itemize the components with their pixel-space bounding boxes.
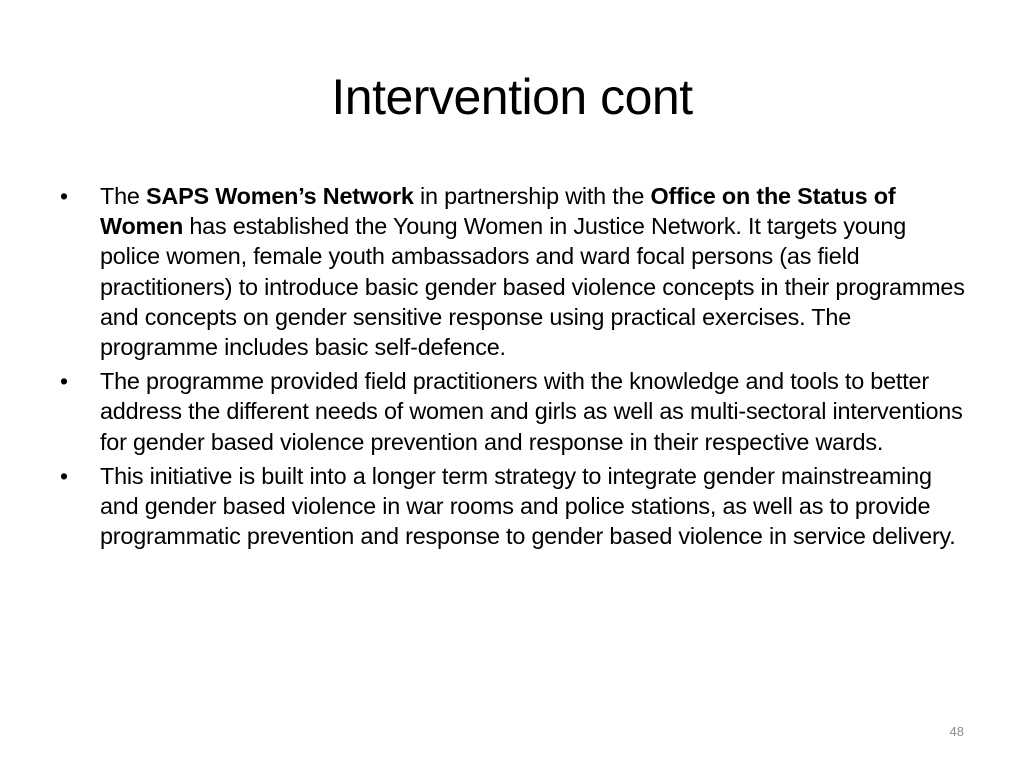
- bullet-text: has established the Young Women in Justice Network. It targets young police women, female youth ambassadors and ward focal persons (as field practitioners) to introduce basic gender based violence concepts in their programmes and concepts on gender sensitive response using practical exercises. The programme includes basic self-defence.: [100, 213, 965, 361]
- bullet-text: The programme provided field practitioners with the knowledge and tools to better address the different needs of women and girls as well as multi-sectoral interventions for gender based violence prevention and response in their respective wards.: [100, 368, 963, 455]
- bullet-icon: •: [60, 462, 68, 489]
- bullet-text: in partnership with the: [413, 183, 651, 209]
- bullet-bold-text: SAPS Women’s Network: [146, 183, 414, 209]
- slide-title: Intervention cont: [331, 69, 693, 125]
- bullet-item: [60, 181, 965, 362]
- bullet-icon: •: [60, 183, 68, 209]
- bullet-icon: •: [60, 368, 68, 395]
- bullet-text: This initiative is built into a longer term strategy to integrate gender mainstreaming and gender based violence in war rooms and police stations, as well as to provide programmatic prevention and response to gender based violence in service delivery.: [100, 462, 956, 550]
- page-number: 48: [949, 724, 964, 739]
- bullet-bold-text: Office on the Status of Women: [100, 183, 896, 240]
- bullet-item: [60, 366, 965, 457]
- bullet-list: [60, 181, 965, 555]
- bullet-text: The: [100, 183, 147, 209]
- bullet-item: [60, 461, 965, 552]
